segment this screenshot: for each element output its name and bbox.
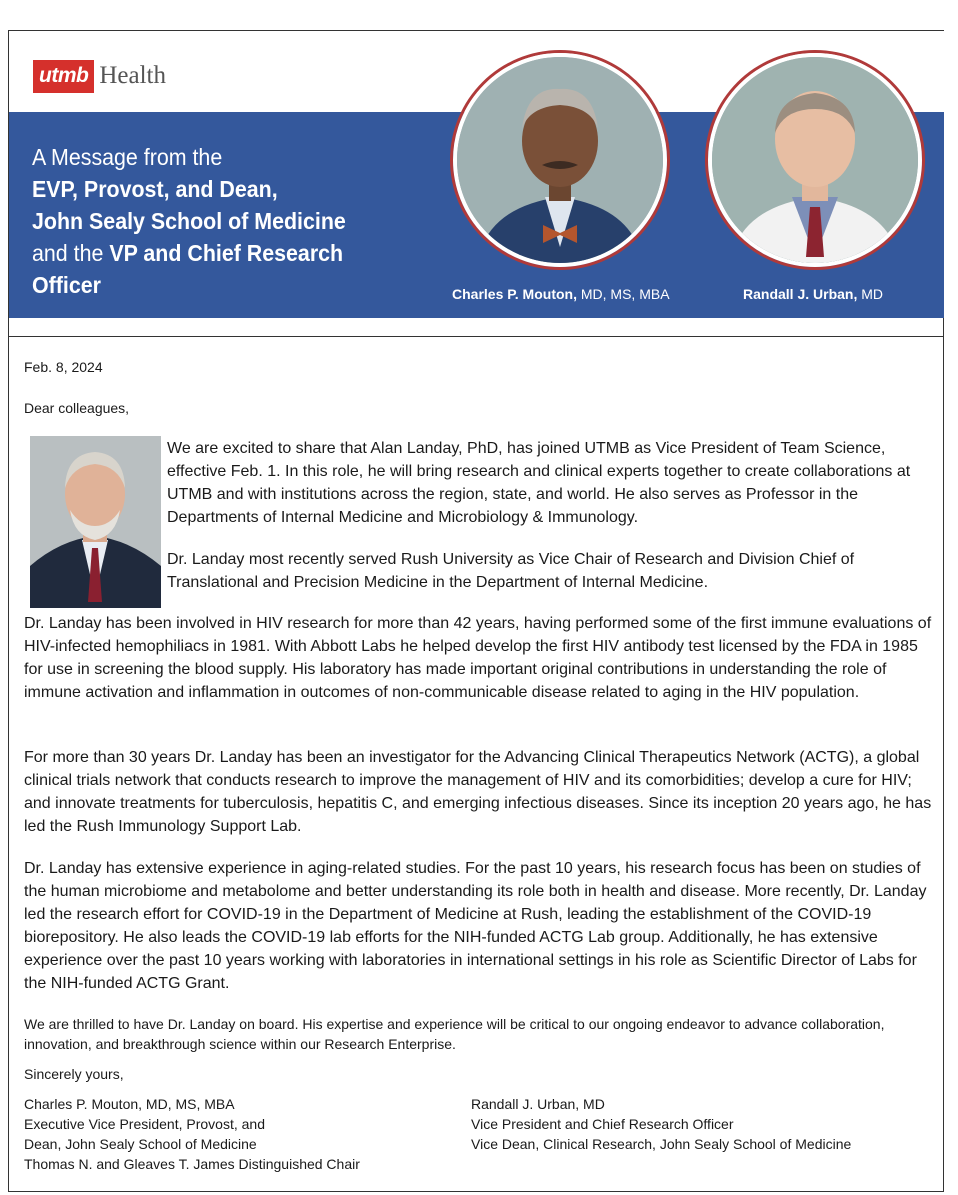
signature-line: Randall J. Urban, MD [471,1096,605,1112]
logo-brand: utmb [33,60,94,93]
caption-name: Randall J. Urban, [743,286,858,302]
signature-line: Charles P. Mouton, MD, MS, MBA [24,1096,235,1112]
headline-line: EVP, Provost, and Dean, [32,176,278,202]
caption-credentials: MD, MS, MBA [576,286,670,302]
portrait-mouton-image [457,57,663,263]
caption-name: Charles P. Mouton, [452,286,577,302]
signature-line: Vice Dean, Clinical Research, John Sealy School of Medicine [471,1136,852,1152]
signature-right [471,1094,851,1154]
headline-line: and the [32,240,110,266]
photo-landay-image [30,436,161,608]
portrait-urban-image [712,57,918,263]
divider [8,336,944,337]
signature-line: Executive Vice President, Provost, and [24,1116,265,1132]
caption-mouton [452,286,670,302]
portrait-urban [708,53,922,267]
headline-line: VP and Chief Research [109,240,344,266]
paragraph: We are thrilled to have Dr. Landay on board. His expertise and experience will be critical to our ongoing endeavor to advance collaboration, innovation, and breakthrough science within our Research Enterprise. [24,1016,885,1052]
headline-line: Officer [32,272,101,298]
header-banner [9,31,944,318]
greeting: Dear colleagues, [24,400,130,416]
signature-left [24,1094,360,1174]
paragraph: We are excited to share that Alan Landay, PhD, has joined UTMB as Vice President of Team Science, effective Feb. 1. In this role, he will bring research and clinical experts together to create collaborations at UTMB and with institutions across the region, state, and world. He also serves as Professor in the Departments of Internal Medicine and Microbiology & Immunology. [167,440,911,526]
letter-date: Feb. 8, 2024 [24,359,103,375]
logo-suffix: Health [99,62,166,89]
paragraph: Dr. Landay has been involved in HIV research for more than 42 years, having performed some of the first immune evaluations of HIV-infected hemophiliacs in 1981. With Abbott Labs he helped develop the first HIV antibody test licensed by the FDA in 1985 for use in screening the blood supply. His laboratory has made important original contributions in understanding the role of immune activation and inflammation in outcomes of non-communicable disease related to aging in the HIV population. [24,615,932,701]
signature-line: Thomas N. and Gleaves T. James Distinguished Chair [24,1156,360,1172]
headline-line: A Message from the [32,144,223,170]
signature-line: Dean, John Sealy School of Medicine [24,1136,257,1152]
closing: Sincerely yours, [24,1066,124,1082]
caption-credentials: MD [857,286,884,302]
photo-landay [30,436,161,608]
signature-line: Vice President and Chief Research Officer [471,1116,734,1132]
headline [32,141,346,301]
portrait-mouton [453,53,667,267]
utmb-health-logo [33,55,166,97]
paragraph: Dr. Landay most recently served Rush University as Vice Chair of Research and Division Chief of Translational and Precision Medicine in the Department of Internal Medicine. [167,551,855,591]
paragraph: Dr. Landay has extensive experience in aging-related studies. For the past 10 years, his research focus has been on studies of the human microbiome and metabolome and better understanding its role both in health and disease. More recently, Dr. Landay led the research effort for COVID-19 in the Department of Medicine at Rush, leading the establishment of the COVID-19 biorepository. He also leads the COVID-19 lab efforts for the NIH-funded ACTG Lab group. Additionally, he has extensive experience over the past 10 years working with laboratories in international settings in his role as Scientific Director of Labs for the NIH-funded ACTG Grant. [24,860,927,992]
caption-urban [743,286,883,302]
headline-line: John Sealy School of Medicine [32,208,346,234]
paragraph: For more than 30 years Dr. Landay has been an investigator for the Advancing Clinical Therapeutics Network (ACTG), a global clinical trials network that conducts research to improve the management of HIV and its comorbidities; develop a cure for HIV; and innovate treatments for tuberculosis, hepatitis C, and emerging infectious diseases. Since its inception 20 years ago, he has led the Rush Immunology Support Lab. [24,749,932,835]
